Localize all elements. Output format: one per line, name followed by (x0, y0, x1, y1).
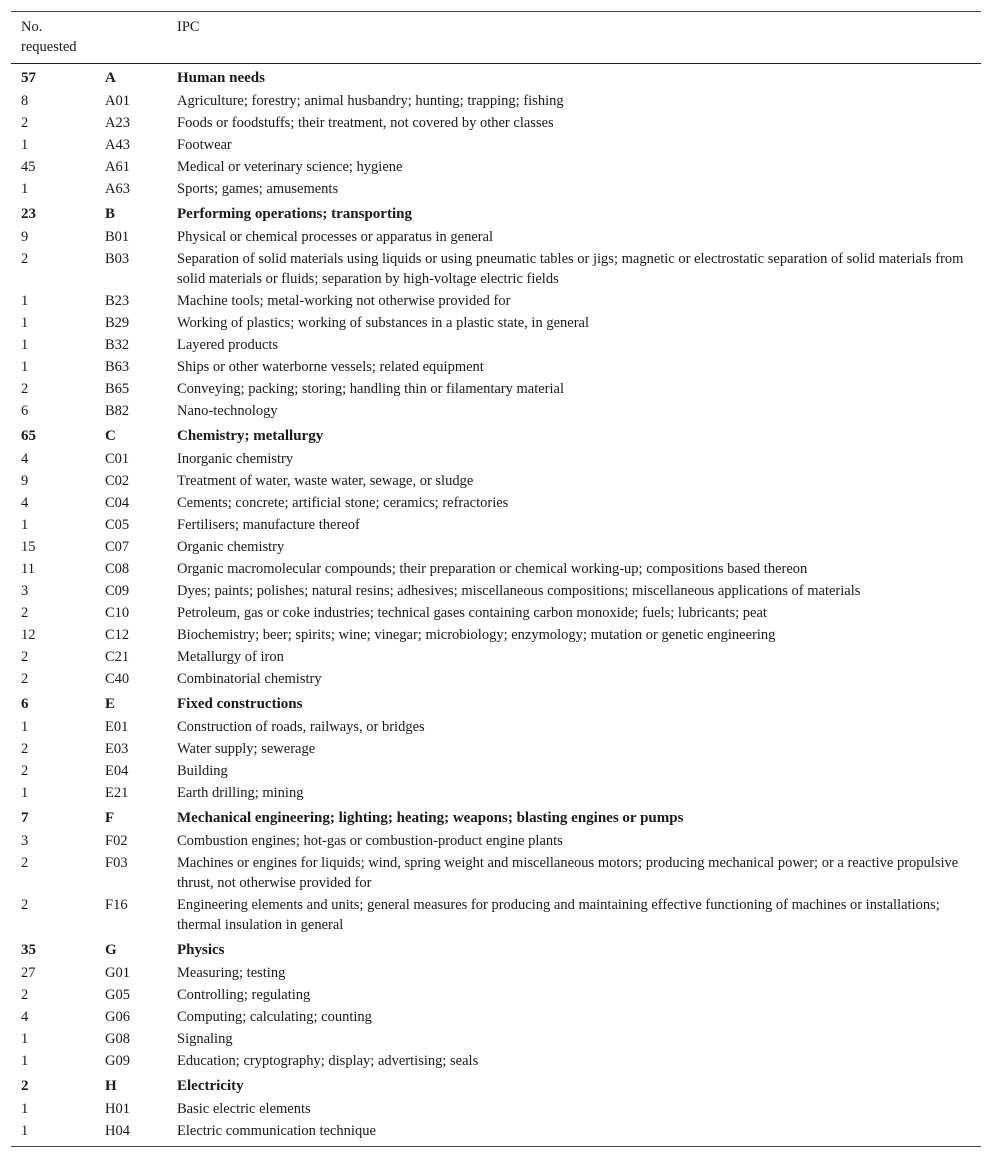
ipc-code-cell: E03 (105, 741, 129, 757)
ipc-code-cell: C01 (105, 451, 130, 467)
description-cell: Water supply; sewerage (177, 741, 316, 757)
ipc-code-cell: B (105, 206, 116, 222)
description-cell: Signaling (177, 1031, 233, 1047)
table-row (11, 226, 981, 248)
count-cell: 7 (21, 810, 29, 826)
description-cell: Physics (177, 942, 225, 958)
description-cell: Performing operations; transporting (177, 206, 412, 222)
count-cell: 1 (21, 1031, 29, 1047)
count-cell: 11 (21, 561, 35, 577)
description-cell: Organic macromolecular compounds; their preparation or chemical working-up; compositions based thereon (177, 561, 808, 577)
table-row (11, 962, 981, 984)
count-cell: 1 (21, 517, 29, 533)
section-row (11, 64, 981, 91)
description-cell: Working of plastics; working of substances in a plastic state, in general (177, 315, 589, 331)
table-row (11, 558, 981, 580)
count-cell: 4 (21, 1009, 29, 1025)
count-cell: 3 (21, 833, 29, 849)
description-cell: Nano-technology (177, 403, 278, 419)
count-cell: 1 (21, 785, 29, 801)
description-cell: Petroleum, gas or coke industries; technical gases containing carbon monoxide; fuels; lubricants; peat (177, 605, 767, 621)
description-cell: Basic electric elements (177, 1101, 311, 1117)
table-body (11, 64, 981, 1147)
table-row (11, 646, 981, 668)
header-ipc: IPC (177, 19, 200, 35)
description-cell: Physical or chemical processes or apparatus in general (177, 229, 494, 245)
count-cell: 1 (21, 337, 29, 353)
description-cell: Mechanical engineering; lighting; heating; weapons; blasting engines or pumps (177, 810, 684, 826)
section-row (11, 690, 981, 716)
count-cell: 2 (21, 1078, 29, 1094)
description-cell: Construction of roads, railways, or bridges (177, 719, 425, 735)
description-cell: Controlling; regulating (177, 987, 311, 1003)
ipc-code-cell: C21 (105, 649, 130, 665)
table-row (11, 156, 981, 178)
table-row (11, 830, 981, 852)
ipc-code-cell: C04 (105, 495, 130, 511)
description-cell: Fertilisers; manufacture thereof (177, 517, 360, 533)
description-cell: Building (177, 763, 228, 779)
description-cell: Education; cryptography; display; advertising; seals (177, 1053, 479, 1069)
table-header (11, 12, 981, 64)
ipc-code-cell: B82 (105, 403, 130, 419)
ipc-code-cell: B32 (105, 337, 130, 353)
table-row (11, 312, 981, 334)
count-cell: 1 (21, 315, 29, 331)
ipc-code-cell: C10 (105, 605, 130, 621)
description-cell: Inorganic chemistry (177, 451, 294, 467)
table-row (11, 1006, 981, 1028)
ipc-code-cell: F03 (105, 855, 128, 871)
ipc-code-cell: H04 (105, 1123, 130, 1139)
table-row (11, 492, 981, 514)
description-cell: Electricity (177, 1078, 244, 1094)
count-cell: 2 (21, 897, 29, 913)
count-cell: 3 (21, 583, 29, 599)
ipc-code-cell: E01 (105, 719, 129, 735)
description-cell: Measuring; testing (177, 965, 286, 981)
ipc-code-cell: C12 (105, 627, 130, 643)
section-row (11, 200, 981, 226)
ipc-code-cell: B65 (105, 381, 130, 397)
table-row (11, 738, 981, 760)
count-cell: 35 (21, 942, 36, 958)
ipc-table-container (11, 11, 981, 1147)
section-row (11, 422, 981, 448)
ipc-code-cell: H (105, 1078, 117, 1094)
ipc-table (11, 11, 981, 1147)
section-row (11, 936, 981, 962)
ipc-code-cell: G09 (105, 1053, 130, 1069)
ipc-code-cell: H01 (105, 1101, 130, 1117)
count-cell: 2 (21, 381, 29, 397)
count-cell: 1 (21, 137, 29, 153)
table-row (11, 536, 981, 558)
ipc-code-cell: C (105, 428, 116, 444)
table-row (11, 400, 981, 422)
table-row (11, 1098, 981, 1120)
count-cell: 1 (21, 293, 29, 309)
description-cell: Foods or foodstuffs; their treatment, not covered by other classes (177, 115, 554, 131)
section-row (11, 804, 981, 830)
count-cell: 4 (21, 495, 29, 511)
ipc-code-cell: A01 (105, 93, 130, 109)
count-cell: 2 (21, 251, 29, 267)
description-cell: Biochemistry; beer; spirits; wine; vinegar; microbiology; enzymology; mutation or genetic engineering (177, 627, 776, 643)
ipc-code-cell: A (105, 70, 116, 86)
count-cell: 1 (21, 719, 29, 735)
header-no-requested: No. requested (21, 19, 77, 55)
table-row (11, 290, 981, 312)
description-cell: Combustion engines; hot-gas or combustion-product engine plants (177, 833, 563, 849)
count-cell: 2 (21, 115, 29, 131)
count-cell: 2 (21, 987, 29, 1003)
count-cell: 2 (21, 649, 29, 665)
description-cell: Treatment of water, waste water, sewage, or sludge (177, 473, 474, 489)
table-row (11, 470, 981, 492)
count-cell: 2 (21, 605, 29, 621)
table-row (11, 852, 981, 894)
ipc-code-cell: E21 (105, 785, 129, 801)
ipc-code-cell: B23 (105, 293, 130, 309)
description-cell: Ships or other waterborne vessels; related equipment (177, 359, 484, 375)
ipc-code-cell: C07 (105, 539, 130, 555)
count-cell: 1 (21, 1053, 29, 1069)
ipc-code-cell: C05 (105, 517, 130, 533)
count-cell: 2 (21, 671, 29, 687)
count-cell: 6 (21, 696, 29, 712)
description-cell: Metallurgy of iron (177, 649, 284, 665)
ipc-code-cell: A23 (105, 115, 130, 131)
count-cell: 2 (21, 763, 29, 779)
ipc-code-cell: G01 (105, 965, 130, 981)
description-cell: Dyes; paints; polishes; natural resins; adhesives; miscellaneous compositions; miscellaneous applications of materials (177, 583, 861, 599)
table-row (11, 668, 981, 690)
table-row (11, 134, 981, 156)
table-row (11, 894, 981, 936)
description-cell: Electric communication technique (177, 1123, 376, 1139)
table-row (11, 1120, 981, 1147)
count-cell: 9 (21, 229, 29, 245)
description-cell: Earth drilling; mining (177, 785, 304, 801)
table-row (11, 782, 981, 804)
description-cell: Cements; concrete; artificial stone; ceramics; refractories (177, 495, 509, 511)
ipc-code-cell: G05 (105, 987, 130, 1003)
ipc-code-cell: A63 (105, 181, 130, 197)
ipc-code-cell: E (105, 696, 116, 712)
header-code (95, 12, 167, 64)
description-cell: Sports; games; amusements (177, 181, 339, 197)
description-cell: Machine tools; metal-working not otherwise provided for (177, 293, 511, 309)
count-cell: 1 (21, 359, 29, 375)
description-cell: Medical or veterinary science; hygiene (177, 159, 403, 175)
count-cell: 2 (21, 855, 29, 871)
table-row (11, 90, 981, 112)
count-cell: 57 (21, 70, 36, 86)
description-cell: Organic chemistry (177, 539, 285, 555)
ipc-code-cell: G (105, 942, 117, 958)
table-row (11, 624, 981, 646)
header-row (11, 12, 981, 64)
ipc-code-cell: B01 (105, 229, 130, 245)
ipc-code-cell: E04 (105, 763, 129, 779)
table-row (11, 378, 981, 400)
description-cell: Machines or engines for liquids; wind, spring weight and miscellaneous motors; producing mechanical power; or a reactive propulsive thrust, not otherwise provided for (177, 855, 959, 891)
description-cell: Combinatorial chemistry (177, 671, 322, 687)
description-cell: Separation of solid materials using liquids or using pneumatic tables or jigs; magnetic or electrostatic separation of solid materials from solid materials or fluids; separation by high-voltage electric fields (177, 251, 964, 287)
count-cell: 4 (21, 451, 29, 467)
ipc-code-cell: B03 (105, 251, 130, 267)
ipc-code-cell: B29 (105, 315, 130, 331)
count-cell: 8 (21, 93, 29, 109)
count-cell: 6 (21, 403, 29, 419)
description-cell: Engineering elements and units; general measures for producing and maintaining effective functioning of machines or installations; thermal insulation in general (177, 897, 940, 933)
description-cell: Layered products (177, 337, 279, 353)
table-row (11, 334, 981, 356)
table-row (11, 580, 981, 602)
ipc-code-cell: F16 (105, 897, 128, 913)
table-row (11, 112, 981, 134)
count-cell: 23 (21, 206, 36, 222)
table-row (11, 178, 981, 200)
table-row (11, 1028, 981, 1050)
ipc-code-cell: C02 (105, 473, 130, 489)
count-cell: 15 (21, 539, 36, 555)
description-cell: Human needs (177, 70, 265, 86)
table-row (11, 356, 981, 378)
table-row (11, 984, 981, 1006)
ipc-code-cell: C40 (105, 671, 130, 687)
description-cell: Chemistry; metallurgy (177, 428, 324, 444)
ipc-code-cell: G08 (105, 1031, 130, 1047)
description-cell: Footwear (177, 137, 232, 153)
ipc-code-cell: C09 (105, 583, 130, 599)
table-row (11, 248, 981, 290)
table-row (11, 602, 981, 624)
ipc-code-cell: F (105, 810, 115, 826)
count-cell: 65 (21, 428, 36, 444)
section-row (11, 1072, 981, 1098)
count-cell: 1 (21, 1123, 29, 1139)
count-cell: 2 (21, 741, 29, 757)
ipc-code-cell: B63 (105, 359, 130, 375)
count-cell: 1 (21, 1101, 29, 1117)
count-cell: 45 (21, 159, 36, 175)
ipc-code-cell: A43 (105, 137, 130, 153)
description-cell: Computing; calculating; counting (177, 1009, 372, 1025)
description-cell: Conveying; packing; storing; handling thin or filamentary material (177, 381, 564, 397)
ipc-code-cell: A61 (105, 159, 130, 175)
table-row (11, 760, 981, 782)
count-cell: 1 (21, 181, 29, 197)
count-cell: 27 (21, 965, 36, 981)
table-row (11, 448, 981, 470)
description-cell: Agriculture; forestry; animal husbandry; hunting; trapping; fishing (177, 93, 564, 109)
table-row (11, 514, 981, 536)
table-row (11, 716, 981, 738)
ipc-code-cell: C08 (105, 561, 130, 577)
ipc-code-cell: F02 (105, 833, 128, 849)
table-row (11, 1050, 981, 1072)
ipc-code-cell: G06 (105, 1009, 130, 1025)
description-cell: Fixed constructions (177, 696, 303, 712)
count-cell: 12 (21, 627, 36, 643)
count-cell: 9 (21, 473, 29, 489)
